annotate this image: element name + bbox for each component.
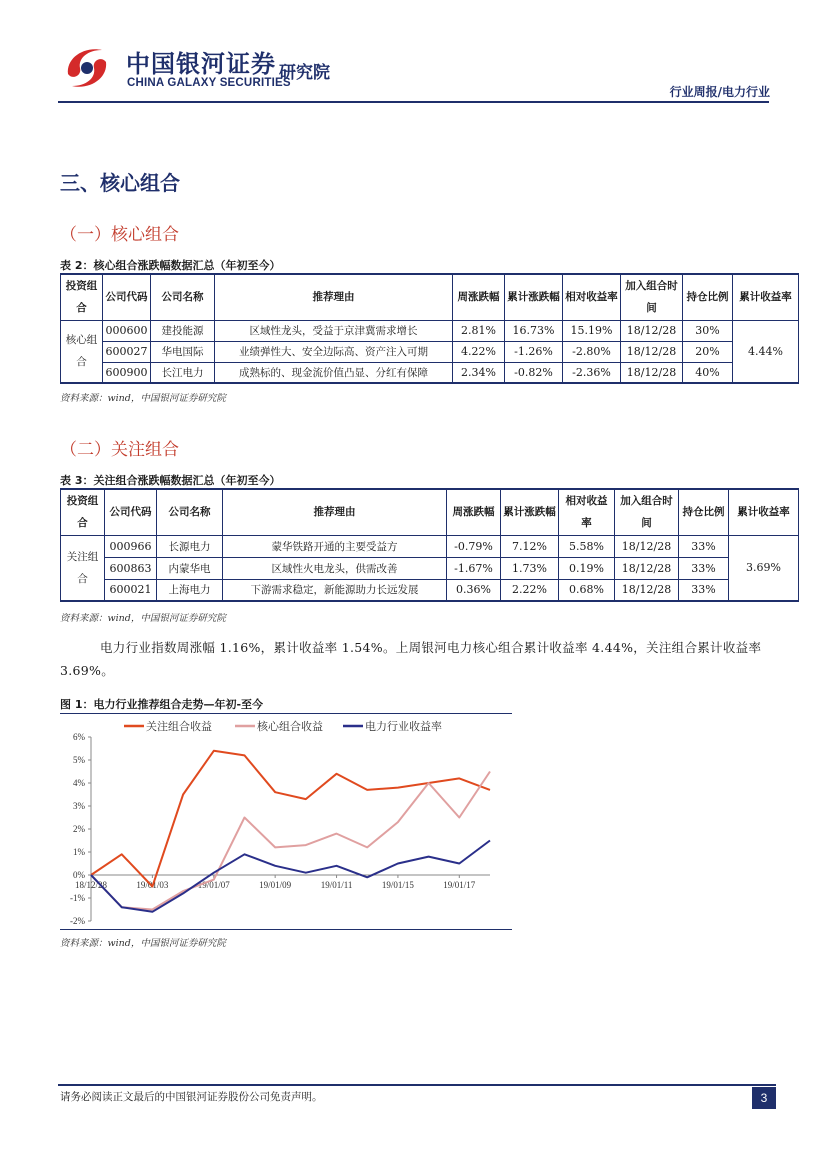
cum-cell: 1.73% <box>501 557 559 579</box>
header-cell: 公司代码 <box>105 489 157 535</box>
weight-cell: 33% <box>679 535 729 557</box>
header-cell: 持仓比例 <box>679 489 729 535</box>
rel-cell: 5.58% <box>559 535 615 557</box>
header-cell: 相对收益率 <box>563 274 621 320</box>
header-divider <box>58 101 769 103</box>
header-cell: 公司名称 <box>151 274 215 320</box>
weight-cell: 30% <box>683 320 733 341</box>
reason-cell: 蒙华铁路开通的主要受益方 <box>223 535 447 557</box>
x-tick-label: 19/01/11 <box>320 880 353 890</box>
date-cell: 18/12/28 <box>615 557 679 579</box>
table3-caption: 表 3：关注组合涨跌幅数据汇总（年初至今） <box>60 474 281 487</box>
y-tick-label: 3% <box>73 801 85 811</box>
figure1-source: 资料来源：wind，中国银河证券研究院 <box>60 938 226 949</box>
weight-cell: 40% <box>683 362 733 383</box>
name-cell: 长源电力 <box>157 535 223 557</box>
name-cell: 建投能源 <box>151 320 215 341</box>
weekly-cell: -1.67% <box>447 557 501 579</box>
header-cell: 推荐理由 <box>223 489 447 535</box>
y-tick-label: 0% <box>73 870 85 880</box>
header-cell: 累计收益率 <box>729 489 799 535</box>
y-tick-label: 5% <box>73 755 85 765</box>
table-header-row <box>61 489 799 535</box>
weekly-cell: -0.79% <box>447 535 501 557</box>
total-return-cell: 4.44% <box>733 320 799 383</box>
code-cell: 600900 <box>103 362 151 383</box>
group-cell: 核心组合 <box>61 320 103 383</box>
weekly-cell: 0.36% <box>447 579 501 601</box>
header-cell: 相对收益率 <box>559 489 615 535</box>
x-tick-label: 19/01/03 <box>136 880 169 890</box>
x-tick-label: 19/01/15 <box>381 880 414 890</box>
reason-cell: 业绩弹性大、安全边际高、资产注入可期 <box>215 341 453 362</box>
name-cell: 内蒙华电 <box>157 557 223 579</box>
date-cell: 18/12/28 <box>621 362 683 383</box>
weekly-cell: 2.34% <box>453 362 505 383</box>
table-row <box>61 362 799 383</box>
group-cell: 关注组合 <box>61 535 105 601</box>
date-cell: 18/12/28 <box>621 341 683 362</box>
figure-top-rule <box>60 713 512 714</box>
name-cell: 上海电力 <box>157 579 223 601</box>
brand-subtitle: 研究院 <box>279 63 330 83</box>
figure1-caption: 图 1：电力行业推荐组合走势—年初-至今 <box>60 698 264 711</box>
reason-cell: 成熟标的、现金流价值凸显、分红有保障 <box>215 362 453 383</box>
header-cell: 加入组合时间 <box>621 274 683 320</box>
rel-cell: 0.19% <box>559 557 615 579</box>
subsection-watch: （二）关注组合 <box>60 440 179 460</box>
table2-source: 资料来源：wind，中国银河证券研究院 <box>60 393 226 404</box>
code-cell: 600021 <box>105 579 157 601</box>
code-cell: 600027 <box>103 341 151 362</box>
series-line-1 <box>91 751 490 887</box>
figure-bottom-rule <box>60 929 512 930</box>
table-header-row <box>61 274 799 320</box>
y-tick-label: 6% <box>73 732 85 742</box>
cum-cell: 7.12% <box>501 535 559 557</box>
weight-cell: 33% <box>679 579 729 601</box>
cum-cell: 16.73% <box>505 320 563 341</box>
rel-cell: -2.80% <box>563 341 621 362</box>
weekly-cell: 2.81% <box>453 320 505 341</box>
weight-cell: 20% <box>683 341 733 362</box>
reason-cell: 下游需求稳定，新能源助力长远发展 <box>223 579 447 601</box>
header-cell: 周涨跌幅 <box>447 489 501 535</box>
header-cell: 累计涨跌幅 <box>505 274 563 320</box>
table-row <box>61 320 799 341</box>
header-cell: 推荐理由 <box>215 274 453 320</box>
watch-portfolio-table <box>60 488 799 602</box>
header-cell: 周涨跌幅 <box>453 274 505 320</box>
header-cell: 加入组合时间 <box>615 489 679 535</box>
portfolio-trend-chart <box>60 715 512 929</box>
y-tick-label: -1% <box>70 893 85 903</box>
table2-caption: 表 2：核心组合涨跌幅数据汇总（年初至今） <box>60 259 281 272</box>
legend-label: 核心组合收益 <box>257 720 323 733</box>
header-cell: 投资组合 <box>61 274 103 320</box>
reason-cell: 区域性龙头，受益于京津冀需求增长 <box>215 320 453 341</box>
cum-cell: 2.22% <box>501 579 559 601</box>
table-row <box>61 557 799 579</box>
code-cell: 000600 <box>103 320 151 341</box>
footer-disclaimer: 请务必阅读正文最后的中国银河证券股份公司免责声明。 <box>60 1091 323 1103</box>
y-tick-label: 1% <box>73 847 85 857</box>
cum-cell: -1.26% <box>505 341 563 362</box>
table-row <box>61 535 799 557</box>
brand-name-en: CHINA GALAXY SECURITIES <box>127 77 291 89</box>
y-tick-label: 4% <box>73 778 85 788</box>
name-cell: 长江电力 <box>151 362 215 383</box>
y-tick-label: 2% <box>73 824 85 834</box>
weight-cell: 33% <box>679 557 729 579</box>
name-cell: 华电国际 <box>151 341 215 362</box>
weekly-cell: 4.22% <box>453 341 505 362</box>
subsection-core: （一）核心组合 <box>60 225 179 245</box>
date-cell: 18/12/28 <box>621 320 683 341</box>
code-cell: 000966 <box>105 535 157 557</box>
table3-source: 资料来源：wind，中国银河证券研究院 <box>60 613 226 624</box>
header-cell: 公司名称 <box>157 489 223 535</box>
legend-label: 电力行业收益率 <box>365 720 442 733</box>
header-cell: 持仓比例 <box>683 274 733 320</box>
series-line-3 <box>91 841 490 912</box>
section-title: 三、核心组合 <box>60 171 180 195</box>
page-number: 3 <box>752 1087 776 1109</box>
legend-label: 关注组合收益 <box>146 720 212 733</box>
brand-name-cn: 中国银河证券 <box>126 50 276 78</box>
report-type: 行业周报/电力行业 <box>669 85 770 99</box>
rel-cell: -2.36% <box>563 362 621 383</box>
rel-cell: 15.19% <box>563 320 621 341</box>
date-cell: 18/12/28 <box>615 579 679 601</box>
date-cell: 18/12/28 <box>615 535 679 557</box>
header-cell: 累计涨跌幅 <box>501 489 559 535</box>
summary-paragraph: 电力行业指数周涨幅 1.16%，累计收益率 1.54%。上周银河电力核心组合累计收益率 4.44%，关注组合累计收益率 3.69%。 <box>60 640 762 678</box>
table-row <box>61 579 799 601</box>
x-tick-label: 19/01/17 <box>443 880 476 890</box>
footer-divider <box>58 1084 776 1086</box>
reason-cell: 区域性火电龙头，供需改善 <box>223 557 447 579</box>
x-tick-label: 19/01/09 <box>259 880 292 890</box>
table-row <box>61 341 799 362</box>
x-tick-label: 19/01/07 <box>197 880 230 890</box>
total-return-cell: 3.69% <box>729 535 799 601</box>
galaxy-logo-icon <box>58 44 116 92</box>
cum-cell: -0.82% <box>505 362 563 383</box>
header-cell: 累计收益率 <box>733 274 799 320</box>
header-cell: 投资组合 <box>61 489 105 535</box>
y-tick-label: -2% <box>70 916 85 926</box>
rel-cell: 0.68% <box>559 579 615 601</box>
header-cell: 公司代码 <box>103 274 151 320</box>
x-tick-label: 18/12/28 <box>74 880 108 890</box>
core-portfolio-table <box>60 273 799 384</box>
code-cell: 600863 <box>105 557 157 579</box>
